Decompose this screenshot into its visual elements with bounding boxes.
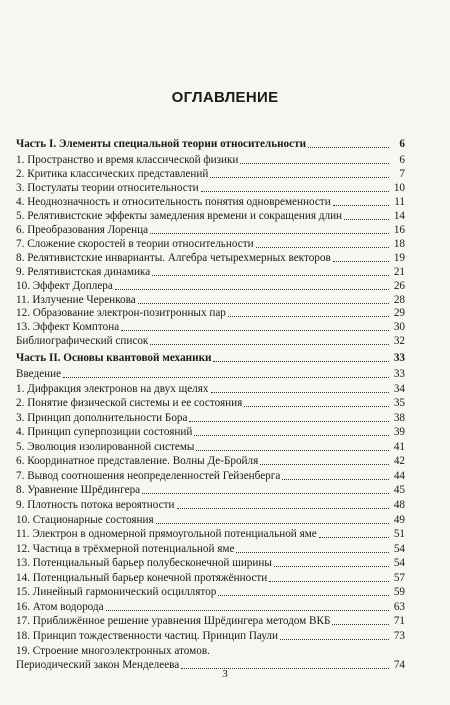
- toc-entry-label: 4. Принцип суперпозиции состояний: [16, 426, 193, 439]
- dot-leader: [333, 205, 389, 206]
- toc-entry: [16, 223, 405, 238]
- toc-part-page: 33: [393, 352, 405, 364]
- dot-leader: [152, 275, 389, 276]
- toc-entry-label: 14. Потенциальный барьер конечной протяжённости: [16, 571, 268, 584]
- toc-entry: [16, 542, 405, 557]
- toc-entry: [16, 629, 405, 644]
- toc-entry: [16, 513, 405, 528]
- toc-entry-page: 6: [399, 154, 405, 166]
- toc-entry-label: 17. Приближённое решение уравнения Шрёдингера методом ВКБ: [16, 615, 331, 628]
- toc-entry: [16, 367, 405, 382]
- toc-entry: [16, 483, 405, 498]
- dot-leader: [269, 581, 389, 582]
- toc-entry-label: 7. Сложение скоростей в теории относительности: [16, 237, 254, 250]
- dot-leader: [196, 450, 389, 451]
- dot-leader: [115, 289, 389, 290]
- toc-entry-page: 34: [393, 382, 405, 395]
- toc-entry-label: 12. Частица в трёхмерной потенциальной яме: [16, 542, 235, 555]
- toc-entry-page: 18: [393, 237, 405, 250]
- toc-entry-page: 7: [399, 167, 405, 180]
- toc-entry-page: 54: [393, 557, 405, 570]
- toc-entry-label: 10. Эффект Доплера: [16, 279, 113, 292]
- toc-entry-label: 6. Координатное представление. Волны Де-Бройля: [16, 455, 259, 468]
- dot-leader: [228, 316, 389, 317]
- dot-leader: [138, 303, 389, 304]
- toc-entry-label: 13. Эффект Комптона: [16, 321, 120, 334]
- dot-leader: [150, 233, 389, 234]
- dot-leader: [213, 361, 389, 362]
- toc-entry-page: 16: [393, 223, 405, 236]
- toc-part-label: Часть II. Основы квантовой механики: [16, 352, 212, 364]
- dot-leader: [210, 177, 389, 178]
- dot-leader: [177, 508, 390, 509]
- dot-leader: [121, 330, 389, 331]
- toc-entry-label: 18. Принцип тождественности частиц. Принцип Паули: [16, 629, 278, 642]
- toc-entry-page: 35: [393, 397, 405, 410]
- toc-entry: [16, 425, 405, 440]
- toc-entry: [16, 600, 405, 615]
- toc-entry-label: 5. Эволюция изолированной системы: [16, 440, 195, 453]
- toc-entry-label: 13. Потенциальный барьер полубесконечной ширины: [16, 557, 272, 570]
- toc-entry-page: 49: [393, 513, 405, 526]
- toc-entry: [16, 306, 405, 321]
- toc-entry: [16, 556, 405, 571]
- toc-entry: [16, 279, 405, 294]
- toc-entry: [16, 320, 405, 335]
- toc-entry-label: 1. Пространство и время классической физики: [16, 154, 239, 166]
- toc-entry-page: 21: [393, 265, 405, 278]
- toc-entry-page: 30: [393, 321, 405, 334]
- toc-entry-label: 15. Линейный гармонический осциллятор: [16, 586, 217, 599]
- dot-leader: [319, 537, 389, 538]
- toc-entry-page: 51: [393, 528, 405, 540]
- toc-entry: [16, 181, 405, 196]
- dot-leader: [211, 392, 389, 393]
- toc-part-page: 6: [399, 138, 405, 150]
- dot-leader: [194, 435, 389, 436]
- dot-leader: [63, 377, 389, 378]
- toc-entry-label: 5. Релятивистские эффекты замедления времени и сокращения длин: [16, 209, 343, 222]
- toc-entry-label: 2. Понятие физической системы и ее состояния: [16, 397, 243, 410]
- toc-entry: [16, 498, 405, 513]
- page-number: 3: [222, 668, 228, 680]
- toc-entry: [16, 167, 405, 182]
- toc-entry: [16, 195, 405, 210]
- toc-entry-label: 9. Плотность потока вероятности: [16, 499, 175, 511]
- dot-leader: [189, 421, 389, 422]
- toc-entry: [16, 382, 405, 397]
- toc-entry: [16, 209, 405, 224]
- toc-part-label: Часть I. Элементы специальной теории относительности: [16, 138, 307, 150]
- toc-entry-label: 6. Преобразования Лоренца: [16, 223, 149, 236]
- toc-entry: [16, 527, 405, 542]
- toc-entry-label: 7. Вывод соотношения неопределенностей Гейзенберга: [16, 469, 281, 482]
- toc-entry-label: 19. Строение многоэлектронных атомов.: [16, 644, 210, 657]
- dot-leader: [282, 479, 389, 480]
- dot-leader: [142, 493, 389, 494]
- toc-entry-label: 2. Критика классических представлений: [16, 167, 209, 180]
- toc-entry: [16, 454, 405, 469]
- dot-leader: [218, 595, 389, 596]
- toc-entry-page: 32: [393, 335, 405, 348]
- toc-entry: [16, 153, 405, 168]
- toc-entry: [16, 237, 405, 252]
- toc-entry-label: 8. Релятивистские инварианты. Алгебра четырехмерных векторов: [16, 251, 331, 264]
- toc-entry-page: 54: [393, 542, 405, 555]
- toc-entry-page: 39: [393, 426, 405, 439]
- toc-entry: [16, 334, 405, 349]
- dot-leader: [308, 147, 389, 148]
- toc-entry-page: 11: [394, 195, 405, 208]
- toc-entry-label: 3. Принцип дополнительности Бора: [16, 411, 188, 424]
- toc-entry-label: Библиографический список: [16, 335, 149, 348]
- dot-leader: [236, 552, 389, 553]
- toc-entry-label: 4. Неоднозначность и относительность понятия одновременности: [16, 195, 331, 208]
- dot-leader: [201, 191, 389, 192]
- dot-leader: [256, 247, 389, 248]
- toc-entry-page: 71: [393, 615, 405, 628]
- toc-entry-label: 9. Релятивистская динамика: [16, 265, 151, 278]
- toc-entry-page: 45: [393, 484, 405, 497]
- dot-leader: [106, 610, 389, 611]
- toc-entry-page: 48: [393, 499, 405, 511]
- toc-entry-page: 73: [393, 629, 405, 642]
- toc-entry-label: 11. Излучение Черенкова: [16, 293, 136, 306]
- toc-entry-page: 63: [393, 600, 405, 613]
- toc-entry: [16, 571, 405, 586]
- dot-leader: [240, 163, 389, 164]
- toc-entry-page: 33: [393, 368, 405, 380]
- dot-leader: [274, 566, 389, 567]
- toc-part-heading: [16, 137, 405, 152]
- dot-leader: [244, 406, 389, 407]
- toc-entry-page: 41: [393, 440, 405, 453]
- toc-entry-page: 28: [393, 293, 405, 306]
- dot-leader: [280, 639, 389, 640]
- toc-entry: [16, 396, 405, 411]
- toc-entry-label: Периодический закон Менделеева: [16, 659, 180, 671]
- toc-entry-page: 42: [393, 455, 405, 468]
- toc-entry: [16, 614, 405, 629]
- toc-entry-page: 19: [393, 251, 405, 264]
- toc-entry: [16, 293, 405, 308]
- toc-entry-label: 10. Стационарные состояния: [16, 513, 154, 526]
- toc-entry-label: 12. Образование электрон-позитронных пар: [16, 307, 226, 320]
- dot-leader: [332, 624, 389, 625]
- toc-entry-page: 59: [393, 586, 405, 599]
- toc-entry: [16, 644, 405, 659]
- toc-entry-label: 16. Атом водорода: [16, 600, 104, 613]
- toc-part-heading: [16, 351, 405, 366]
- toc-entry: [16, 469, 405, 484]
- toc-entry-page: 57: [393, 571, 405, 584]
- toc-entry-page: 38: [393, 411, 405, 424]
- toc-entry-label: Введение: [16, 368, 62, 380]
- page-title: ОГЛАВЛЕНИЕ: [171, 89, 279, 106]
- toc-entry-label: 3. Постулаты теории относительности: [16, 181, 199, 194]
- toc-entry-page: 44: [393, 469, 405, 482]
- toc-entry-page: 26: [393, 279, 405, 292]
- toc-entry-label: 1. Дифракция электронов на двух щелях: [16, 382, 209, 395]
- toc-entry: [16, 265, 405, 280]
- dot-leader: [344, 219, 389, 220]
- toc-entry-label: 11. Электрон в одномерной прямоугольной потенциальной яме: [16, 528, 317, 540]
- toc-entry: [16, 440, 405, 455]
- toc-entry-page: 14: [393, 209, 405, 222]
- toc-entry: [16, 251, 405, 266]
- toc-entry-page: 10: [393, 181, 405, 194]
- toc-entry: [16, 411, 405, 426]
- dot-leader: [333, 261, 389, 262]
- dot-leader: [260, 464, 389, 465]
- toc-entry: [16, 585, 405, 600]
- dot-leader: [156, 523, 389, 524]
- toc-entry-page: 29: [393, 307, 405, 320]
- toc-entry-page: 74: [393, 659, 405, 671]
- toc-entry-label: 8. Уравнение Шрёдингера: [16, 484, 141, 497]
- dot-leader: [150, 344, 389, 345]
